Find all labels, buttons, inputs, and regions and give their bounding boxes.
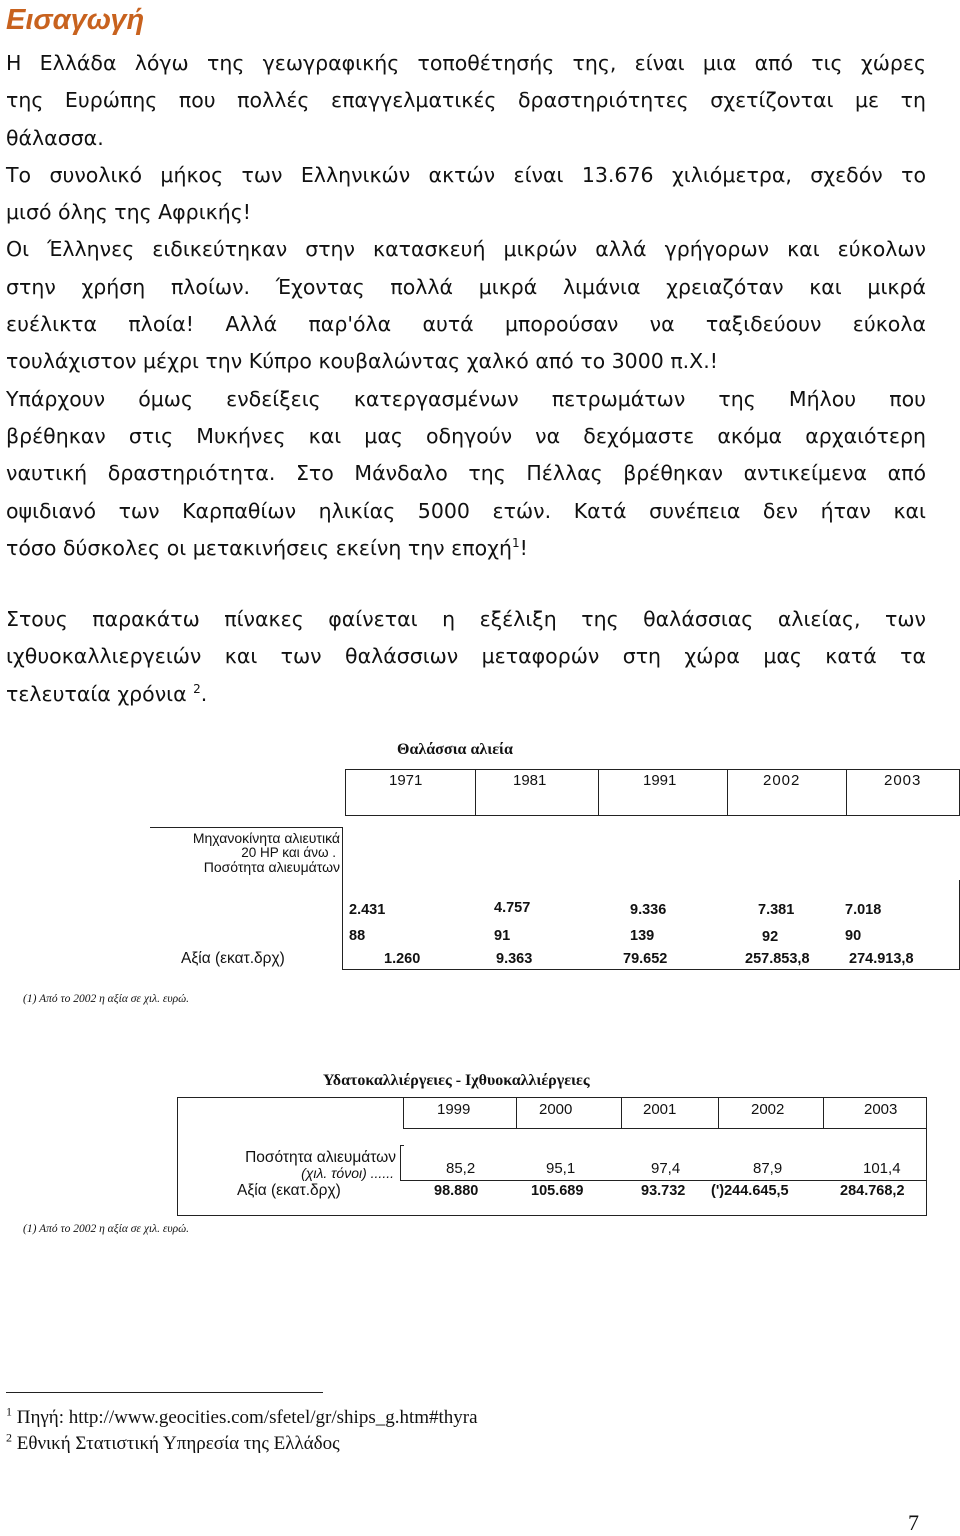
table2-qty-label-line: (χιλ. τόνοι) ...... [301,1165,394,1181]
intro-line: ευέλικτα πλοία! Αλλά παρ'όλα αυτά μπορούσαν να ταξιδεύουν εύκολα [6,312,926,337]
tables-intro-paragraph [6,601,926,713]
intro-line: θάλασσα. [6,125,104,150]
intro-line: Η Ελλάδα λόγω της γεωγραφικής τοποθέτησής της, είναι μια από τις χώρες [6,51,926,75]
table1-row-label-line: Ποσότητα αλιευμάτων [203,859,340,875]
footnote-separator [6,1392,323,1393]
table2-qty: 97,4 [651,1160,681,1177]
tables-intro-line: τελευταία χρόνια [6,681,187,706]
intro-line: τόσο δύσκολες οι μετακινήσεις εκείνη την εποχή [6,535,512,560]
intro-line: βρέθηκαν στις Μυκήνες και μας οδηγούν να δεχόμαστε ακόμα αρχαιότερη [6,423,926,448]
table1-boats: 9.336 [630,902,667,918]
table1-catch: 91 [494,928,511,944]
table1-row-label-line: 20 ΗΡ και άνω . [241,845,336,860]
table1-year: 1971 [389,772,423,789]
table2-qty-label [180,1149,396,1180]
table1-value: 79.652 [623,951,668,967]
intro-line: οψιδιανό των Καρπαθίων ηλικίας 5000 ετών. Κατά συνέπεια δεν ήταν και [6,498,926,523]
table1-catch: 139 [630,928,655,944]
intro-paragraph [6,45,926,567]
footnote [6,1404,478,1429]
table1-value: 274.913,8 [849,951,914,967]
table2-year: 2002 [751,1101,785,1118]
footnote [6,1430,340,1455]
footnote-number: 2 [6,1430,12,1445]
table1-row-label-line: Μηχανοκίνητα αλιευτικά [192,830,340,846]
table2-year: 2003 [864,1101,898,1118]
footnote-text: Πηγή: http://www.geocities.com/sfetel/gr/ships_g.htm#thyra [16,1407,478,1428]
intro-line-last [6,530,926,567]
table1-boats: 7.018 [845,902,882,918]
footnote-ref: 2 [193,681,201,696]
footnote-number: 1 [6,1404,12,1419]
intro-tail: ! [519,535,528,560]
tables-intro-line-last [6,676,926,713]
tables-intro-tail: . [200,681,208,706]
table2-value: 284.768,2 [840,1183,905,1199]
footnote-text: Εθνική Στατιστική Υπηρεσία της Ελλάδος [16,1433,340,1454]
footnote-ref: 1 [511,536,520,551]
tables-intro-line: Στους παρακάτω πίνακες φαίνεται η εξέλιξη της θαλάσσιας αλιείας, των [6,607,926,631]
table2-value: 98.880 [434,1183,479,1199]
table2-qty: 87,9 [753,1160,783,1177]
table1-catch: 92 [762,929,779,945]
table1-year: 2003 [884,772,922,789]
table1-boats: 7.381 [758,902,795,918]
table2-qty: 85,2 [446,1160,476,1177]
table1-note: (1) Από το 2002 η αξία σε χιλ. ευρώ. [23,993,190,1005]
page-number: 7 [908,1510,919,1535]
table1-value: 257.853,8 [745,951,810,967]
intro-line: τουλάχιστον μέχρι την Κύπρο κουβαλώντας χαλκό από το 3000 π.Χ.! [6,349,718,374]
page-heading: Εισαγωγή [6,4,145,36]
table2-qty: 101,4 [863,1160,901,1177]
intro-line: της Ευρώπης που πολλές επαγγελματικές δραστηριότητες σχετίζονται με τη [6,88,926,113]
table1-value: 1.260 [384,951,421,967]
intro-line: Το συνολικό μήκος των Ελληνικών ακτών είναι 13.676 χιλιόμετρα, σχεδόν το [6,162,926,187]
intro-line: στην χρήση πλοίων. Έχοντας πολλά μικρά λιμάνια χρειαζόταν και μικρά [6,274,926,299]
table1-value: 9.363 [496,951,533,967]
intro-line: Υπάρχουν όμως ενδείξεις κατεργασμένων πετρωμάτων της Μήλου που [6,386,926,411]
table2-year: 2001 [643,1101,677,1118]
table1-row-label [150,827,343,878]
table1-boats: 2.431 [349,902,386,918]
table1-year: 2002 [763,772,801,789]
table1-year: 1981 [513,772,547,789]
table1-value-label: Αξία (εκατ.δρχ) [181,950,285,967]
tables-intro-line: ιχθυοκαλλιεργειών και των θαλάσσιων μεταφορών στη χώρα μας κατά τα [6,644,926,669]
table1-boats: 4.757 [494,900,531,916]
table2-qty-label-line: Ποσότητα αλιευμάτων [245,1149,396,1166]
table1-title: Θαλάσσια αλιεία [397,741,513,758]
table1-catch: 88 [349,928,366,944]
table2-year: 2000 [539,1101,573,1118]
intro-line: Οι Έλληνες ειδικεύτηκαν στην κατασκευή μικρών αλλά γρήγορων και εύκολων [6,237,926,262]
table2-value: (')244.645,5 [711,1183,789,1199]
table1-catch: 90 [845,928,862,944]
intro-line: ναυτική δραστηριότητα. Στο Μάνδαλο της Πέλλας βρέθηκαν αντικείμενα από [6,461,926,486]
table2-year: 1999 [437,1101,471,1118]
table2-qty: 95,1 [546,1160,576,1177]
table2-note: (1) Από το 2002 η αξία σε χιλ. ευρώ. [23,1223,190,1235]
table2-value: 105.689 [531,1183,584,1199]
intro-line: μισό όλης της Αφρικής! [6,200,251,225]
table2-title: Υδατοκαλλιέργειες - Ιχθυοκαλλιέργειες [323,1072,590,1089]
table2-value-label: Αξία (εκατ.δρχ) [237,1182,341,1199]
table2-value: 93.732 [641,1183,686,1199]
table1-year: 1991 [643,772,677,789]
